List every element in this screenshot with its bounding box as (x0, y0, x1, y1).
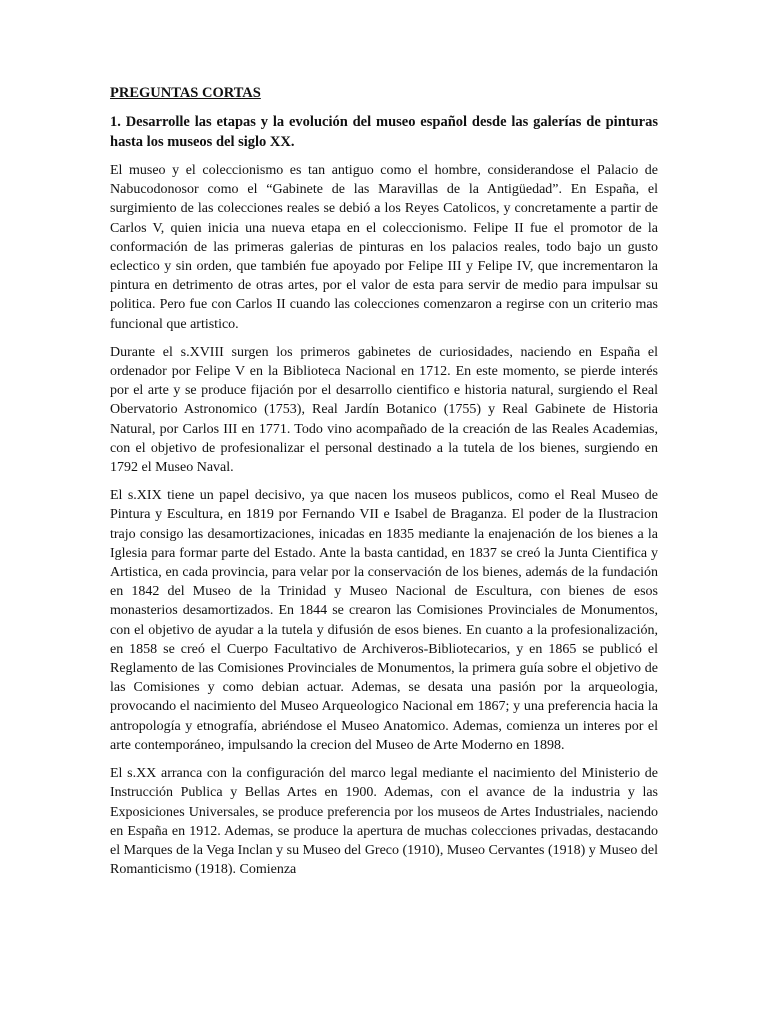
document-page (110, 84, 658, 888)
paragraph-4: El s.XX arranca con la configuración del marco legal mediante el nacimiento del Ministerio de Instrucción Publica y Bellas Artes en 1900. Ademas, con el avance de la industria y las Exposiciones Universales, se produce preferencia por los museos de Artes Industriales, naciendo en España en 1912. Ademas, se produce la apertura de muchas colecciones privadas, destacando el Marques de la Vega Inclan y su Museo del Greco (1910), Museo Cervantes (1918) y Museo del Romanticismo (1918). Comienza (110, 766, 658, 878)
question-title: 1. Desarrolle las etapas y la evolución del museo español desde las galerías de pinturas hasta los museos del siglo XX. (110, 114, 658, 150)
paragraph-2: Durante el s.XVIII surgen los primeros gabinetes de curiosidades, naciendo en España el ordenador por Felipe V en la Biblioteca Nacional en 1712. En este momento, se pierde interés por el arte y se produce fijación por el desarrollo cientifico e historia natural, surgiendo el Real Obervatorio Astronomico (1753), Real Jardín Botanico (1755) y Real Gabinete de Historia Natural, por Carlos III en 1771. Todo vino acompañado de la creación de las Reales Academias, con el objetivo de profesionalizar el personal destinado a la tutela de los bienes, surgiendo en 1792 el Museo Naval. (110, 344, 658, 476)
paragraph-1: El museo y el coleccionismo es tan antiguo como el hombre, considerandose el Palacio de Nabucodonosor como el “Gabinete de las Maravillas de la Antigüedad”. En España, el surgimiento de las colecciones reales se debió a los Reyes Catolicos, y concretamente a partir de Carlos V, quien inicia una nueva etapa en el coleccionismo. Felipe II fue el promotor de la conformación de las primeras galerias de pinturas en los palacios reales, todo bajo un gusto eclectico y sin orden, que también fue apoyado por Felipe III y Felipe IV, que incrementaron la pintura en detrimento de otras artes, por el valor de esta para servir de medio para impulsar su politica. Pero fue con Carlos II cuando las colecciones comenzaron a regirse con un criterio mas funcional que artistico. (110, 163, 658, 332)
paragraph-3: El s.XIX tiene un papel decisivo, ya que nacen los museos publicos, como el Real Museo de Pintura y Escultura, en 1819 por Fernando VII e Isabel de Braganza. El poder de la Ilustracion trajo consigo las desamortizaciones, inicadas en 1835 mediante la enajenación de los bienes a la Iglesia para formar parte del Estado. Ante la basta cantidad, en 1837 se creó la Junta Cientifica y Artistica, en cada provincia, para velar por la conservación de los bienes, además de la fundación en 1842 del Museo de la Trinidad y Museo Nacional de Escultura, con bienes de esos monasterios desamortizados. En 1844 se crearon las Comisiones Provinciales de Monumentos, con el objetivo de ayudar a la tutela y difusión de esos bienes. En cuanto a la profesionalización, en 1858 se creó el Cuerpo Facultativo de Archiveros-Bibliotecarios, y en 1865 se publicó el Reglamento de las Comisiones Provinciales de Monumentos, la primera guía sobre el objetivo de las Comisiones y como debian actuar. Ademas, se desata una pasión por la arqueologia, provocando el nacimiento del Museo Arqueologico Nacional em 1867; y una preferencia hacia la antropología y etnografía, abriéndose el Museo Anatomico. Ademas, comienza un interes por el arte contemporáneo, impulsando la crecion del Museo de Arte Moderno en 1898. (110, 488, 658, 753)
page-heading: PREGUNTAS CORTAS (110, 85, 261, 101)
